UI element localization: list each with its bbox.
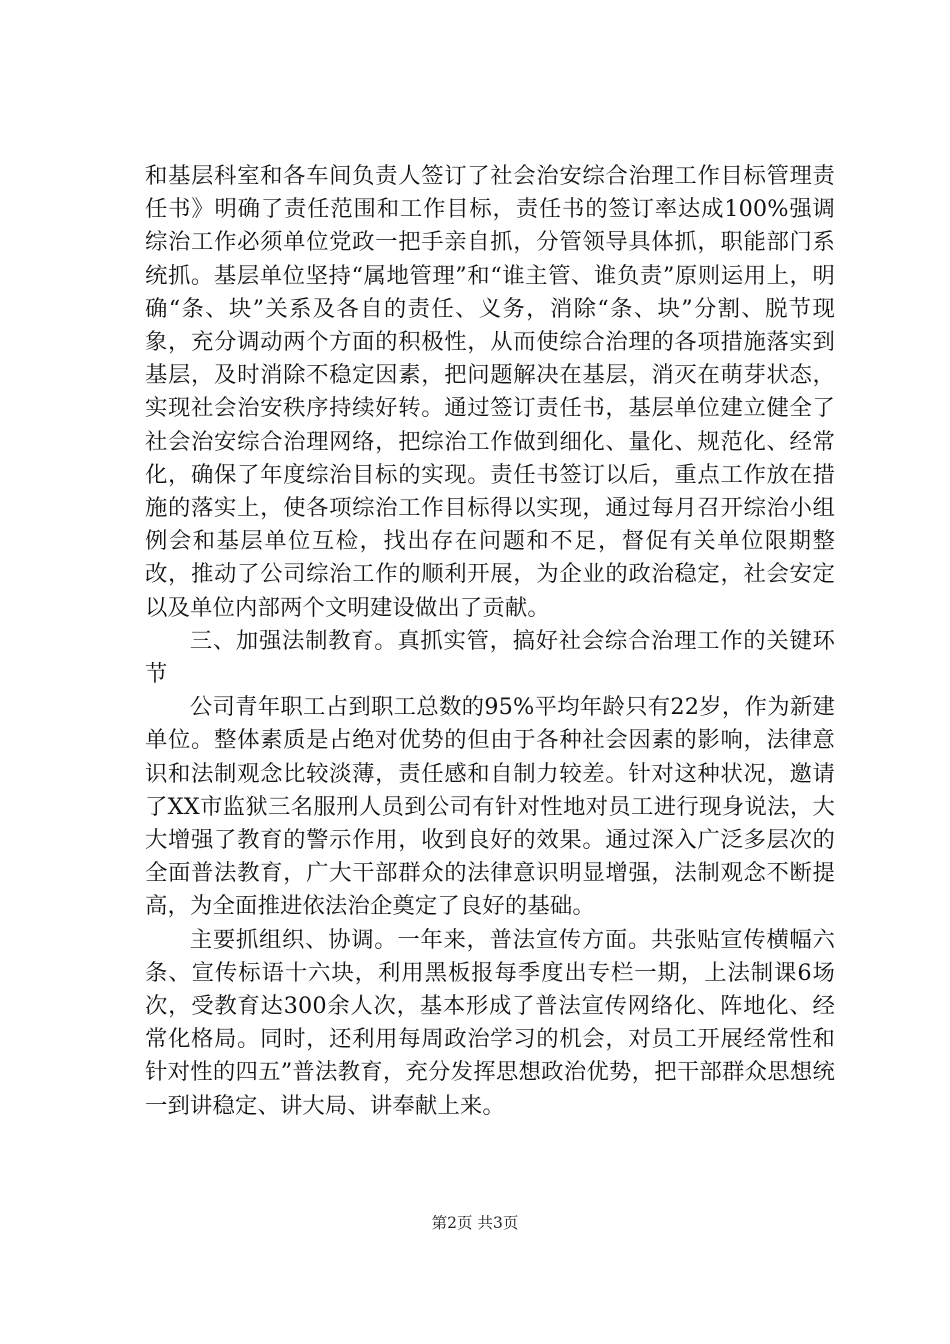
paragraph-young-staff: 公司青年职工占到职工总数的95%平均年龄只有22岁，作为新建单位。整体素质是占绝对优势的但由于各种社会因素的影响，法律意识和法制观念比较淡薄，责任感和自制力较差。针对这种状况，邀请了XX市监狱三名服刑人员到公司有针对性地对员工进行现身说法，大大增强了教育的警示作用，收到良好的效果。通过深入广泛多层次的全面普法教育，广大干部群众的法律意识明显增强，法制观念不断提高，为全面推进依法治企奠定了良好的基础。 (145, 694, 835, 920)
page-number-footer: 第2页 共3页 (431, 1214, 519, 1232)
section-heading-legal-education: 三、加强法制教育。真抓实管，搞好社会综合治理工作的关键环节 (145, 627, 835, 688)
document-body (145, 160, 835, 1123)
paragraph-responsibility: 和基层科室和各车间负责人签订了社会治安综合治理工作目标管理责任书》明确了责任范围和工作目标，责任书的签订率达成100%强调综治工作必须单位党政一把手亲自抓，分管领导具体抓，职能部门系统抓。基层单位坚持“属地管理”和“谁主管、谁负责”原则运用上，明确“条、块”关系及各自的责任、义务，消除“条、块”分割、脱节现象，充分调动两个方面的积极性，从而使综合治理的各项措施落实到基层，及时消除不稳定因素，把问题解决在基层，消灭在萌芽状态，实现社会治安秩序持续好转。通过签订责任书，基层单位建立健全了社会治安综合治理网络，把综治工作做到细化、量化、规范化、经常化，确保了年度综治目标的实现。责任书签订以后，重点工作放在措施的落实上，使各项综治工作目标得以实现，通过每月召开综治小组例会和基层单位互检，找出存在问题和不足，督促有关单位限期整改，推动了公司综治工作的顺利开展，为企业的政治稳定，社会安定以及单位内部两个文明建设做出了贡献。 (145, 163, 835, 621)
paragraph-publicity: 主要抓组织、协调。一年来，普法宣传方面。共张贴宣传横幅六条、宣传标语十六块，利用黑板报每季度出专栏一期，上法制课6场次，受教育达300余人次，基本形成了普法宣传网络化、阵地化、经常化格局。同时，还利用每周政治学习的机会，对员工开展经常性和针对性的四五”普法教育，充分发挥思想政治优势，把干部群众思想统一到讲稳定、讲大局、讲奉献上来。 (145, 926, 835, 1119)
